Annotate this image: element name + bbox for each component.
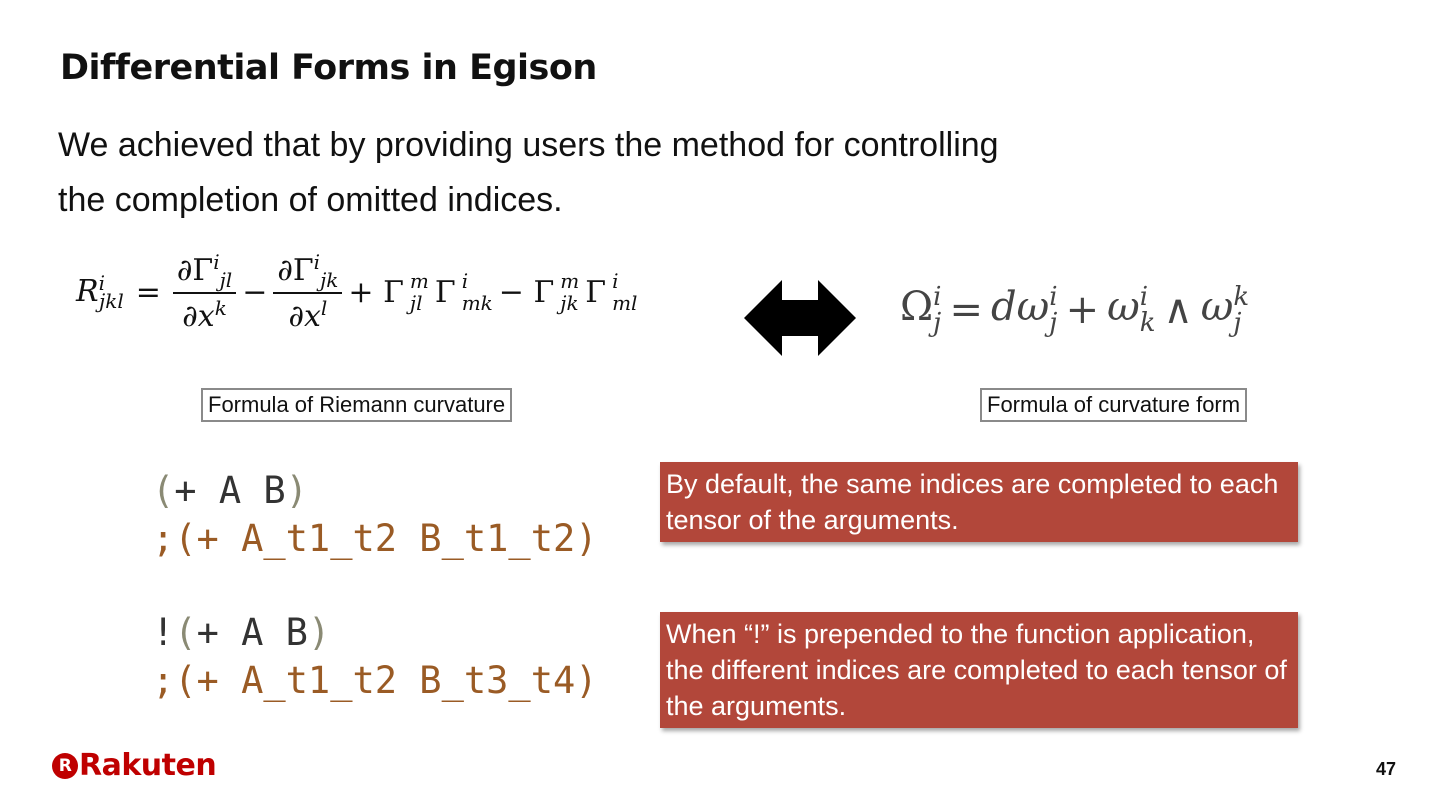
rakuten-logo (52, 748, 216, 783)
riemann-caption: Formula of Riemann curvature (201, 388, 512, 422)
code-block-2-line-2: ;(+ A_t1_t2 B_t3_t4) (152, 659, 598, 702)
slide-title: Differential Forms in Egison (60, 48, 597, 88)
body-text-line-1: We achieved that by providing users the method for controlling (58, 126, 999, 164)
code-block-1-line-1 (152, 469, 308, 512)
code-block-1-line-2: ;(+ A_t1_t2 B_t1_t2) (152, 517, 598, 560)
code-expression: + A B (174, 469, 286, 512)
riemann-formula: $R^i_{jkl}$ = $\frac{\partial\Gamma^i_{jl}}{\partial x^k}$ − $\frac{\partial\Gamma^i_{jk}}{\partial x^l}$ + Γ m jl Γ i mk − Γ m jk Γ i ml (76, 250, 638, 334)
note-bang-indices: When “!” is prepended to the function application, the different indices are completed to each tensor of the arguments. (660, 612, 1298, 728)
body-text-line-2: the completion of omitted indices. (58, 181, 563, 219)
code-bang: ! (152, 611, 175, 654)
curvature-form-formula: Ω i j = dω i j + ω i k ∧ ω k j (900, 282, 1250, 338)
code-open-paren: ( (152, 469, 175, 512)
code-block-2-line-1 (152, 611, 331, 654)
curvature-form-caption: Formula of curvature form (980, 388, 1247, 422)
double-arrow-icon (744, 280, 856, 356)
code-close-paren: ) (307, 611, 331, 654)
page-number: 47 (1375, 759, 1396, 779)
note-default-indices: By default, the same indices are completed to each tensor of the arguments. (660, 462, 1298, 542)
logo-text: Rakuten (79, 748, 217, 783)
code-expression: + A B (196, 611, 308, 654)
code-open-paren: ( (174, 611, 197, 654)
rakuten-r-icon: R (52, 753, 78, 779)
code-close-paren: ) (285, 469, 308, 512)
